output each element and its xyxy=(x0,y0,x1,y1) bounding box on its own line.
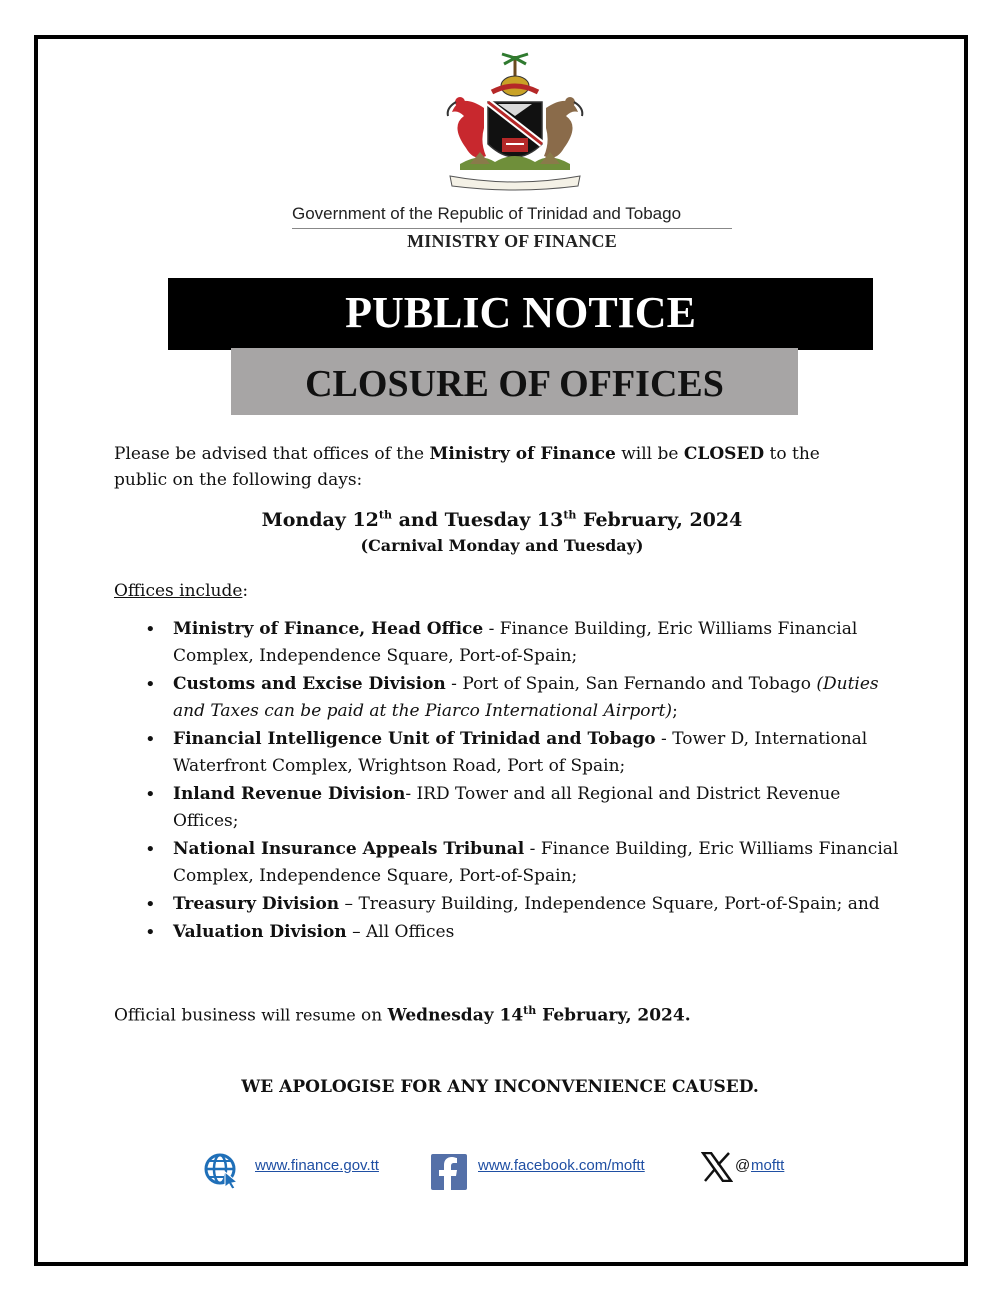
office-detail-tail: ; xyxy=(672,701,678,721)
government-name: Government of the Republic of Trinidad and Tobago xyxy=(292,204,682,223)
list-item xyxy=(173,836,908,890)
office-detail: - IRD Tower and all Regional and District Revenue Offices; xyxy=(173,784,841,831)
list-item xyxy=(173,671,908,725)
list-item xyxy=(173,726,908,780)
office-note: (Duties and Taxes can be paid at the Piarco International Airport) xyxy=(173,674,879,721)
office-name: Valuation Division xyxy=(173,922,347,942)
x-handle-link[interactable]: moftt xyxy=(751,1157,785,1174)
facebook-link[interactable]: www.facebook.com/moftt xyxy=(478,1157,645,1174)
list-item xyxy=(173,891,908,918)
carnival-note: (Carnival Monday and Tuesday) xyxy=(360,536,644,555)
office-name: Financial Intelligence Unit of Trinidad and Tobago xyxy=(173,729,656,749)
x-at-symbol: @ xyxy=(735,1157,751,1174)
intro-paragraph xyxy=(114,441,874,493)
ministry-name: MINISTRY OF FINANCE xyxy=(407,231,617,251)
offices-heading xyxy=(114,578,248,604)
resume-text-small: will resume xyxy=(261,1005,356,1025)
office-detail: – Treasury Building, Independence Square, Port-of-Spain; and xyxy=(339,894,880,914)
intro-text-3: to the public on the following days: xyxy=(114,444,820,490)
office-detail: - Tower D, International Waterfront Complex, Wrightson Road, Port of Spain; xyxy=(173,729,868,776)
resume-text-1: Official business xyxy=(114,1005,262,1026)
resume-paragraph xyxy=(114,998,894,1029)
list-item xyxy=(173,781,908,835)
office-name: Treasury Division xyxy=(173,894,340,914)
date-mid: and Tuesday 13 xyxy=(391,509,564,531)
globe-icon[interactable] xyxy=(203,1152,241,1190)
date-end: February, 2024 xyxy=(576,509,743,531)
office-name: Ministry of Finance, Head Office xyxy=(173,619,484,639)
x-logo-icon[interactable] xyxy=(701,1152,733,1182)
list-item xyxy=(173,616,908,670)
date-sup2: th xyxy=(563,508,577,522)
intro-text-1: Please be advised that offices of the xyxy=(114,444,430,464)
intro-ministry: Ministry of Finance xyxy=(429,444,616,464)
website-link[interactable]: www.finance.gov.tt xyxy=(255,1157,379,1174)
resume-date: Wednesday 14 xyxy=(387,1005,524,1026)
facebook-icon[interactable] xyxy=(431,1154,467,1190)
offices-heading-colon: : xyxy=(242,581,249,601)
list-item xyxy=(173,919,908,946)
resume-date-sup: th xyxy=(523,1004,537,1017)
office-name: Inland Revenue Division xyxy=(173,784,406,804)
resume-date-end: February, 2024. xyxy=(536,1005,691,1026)
office-name: Customs and Excise Division xyxy=(173,674,446,694)
office-detail: - Finance Building, Eric Williams Financial Complex, Independence Square, Port-of-Spain; xyxy=(173,839,899,886)
resume-text-2: on xyxy=(355,1005,388,1026)
office-detail: - Finance Building, Eric Williams Financial Complex, Independence Square, Port-of-Spain; xyxy=(173,619,858,666)
offices-list xyxy=(173,616,908,947)
office-detail: – All Offices xyxy=(346,922,455,942)
closure-dates xyxy=(114,506,890,534)
header-divider xyxy=(292,228,732,229)
office-name: National Insurance Appeals Tribunal xyxy=(173,839,525,859)
intro-closed: CLOSED xyxy=(683,444,765,464)
offices-heading-text: Offices include xyxy=(114,581,243,601)
apology-text: WE APOLOGISE FOR ANY INCONVENIENCE CAUSED. xyxy=(241,1077,759,1097)
intro-text-2: will be xyxy=(615,444,684,464)
public-notice-banner: PUBLIC NOTICE xyxy=(168,278,873,350)
closure-banner: CLOSURE OF OFFICES xyxy=(231,348,798,415)
date-day1: Monday 12 xyxy=(261,509,379,531)
date-sup1: th xyxy=(378,508,392,522)
coat-of-arms-logo xyxy=(440,52,590,192)
office-detail: - Port of Spain, San Fernando and Tobago xyxy=(445,674,817,694)
